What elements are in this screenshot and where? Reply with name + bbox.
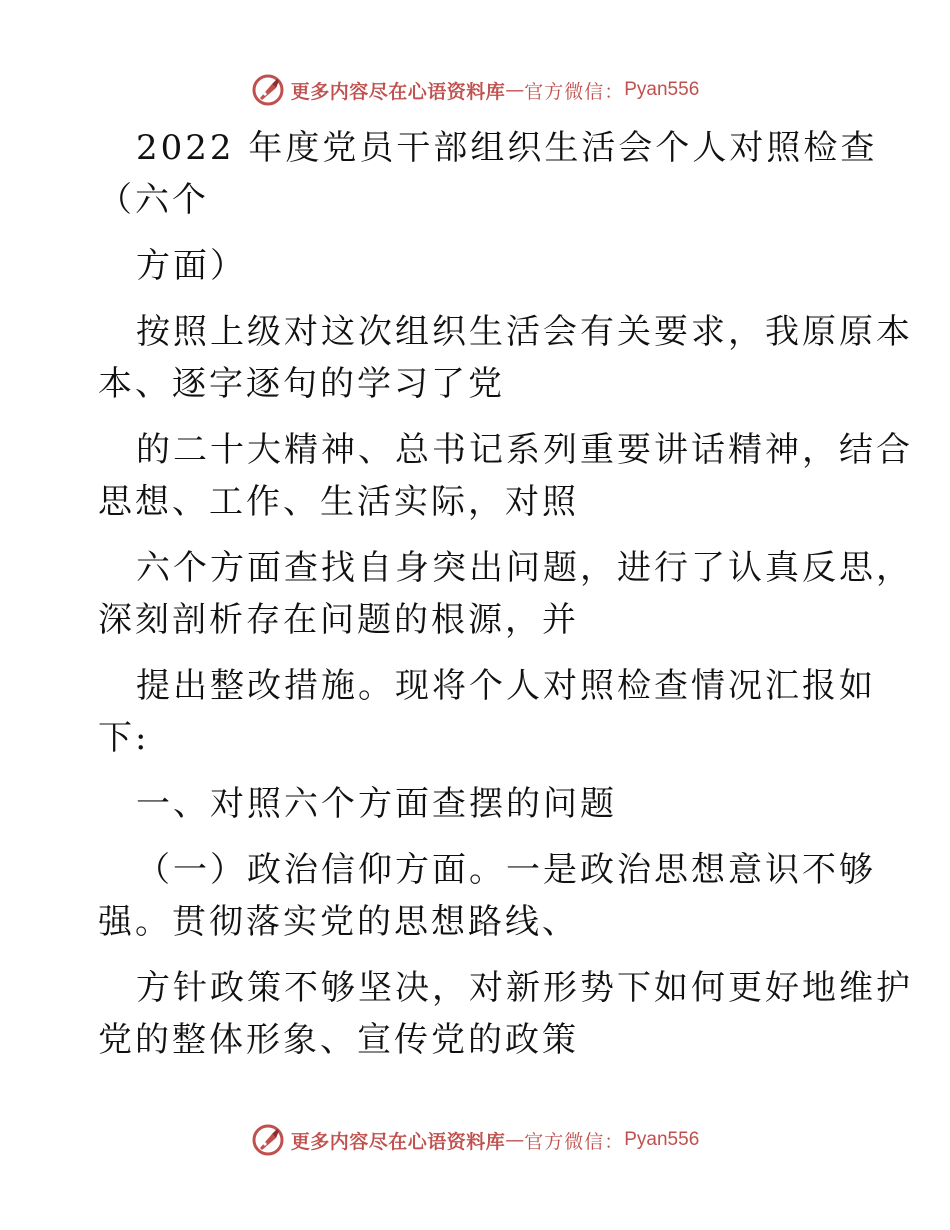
doc-line: （一）政治信仰方面。一是政治思想意识不够 (136, 850, 876, 890)
banner-wechat-label: 官方微信： (524, 80, 625, 103)
doc-line: 深刻剖析存在问题的根源，并 (98, 600, 579, 640)
banner-wechat-handle: Pyan556 (624, 79, 700, 100)
banner-lead-text: 更多内容尽在心语资料库 (290, 1130, 506, 1153)
pen-nib-logo-icon (251, 1123, 285, 1157)
doc-line: 方针政策不够坚决，对新形势下如何更好地维护 (136, 968, 913, 1008)
doc-line: 的二十大精神、总书记系列重要讲话精神，结合 (136, 430, 913, 470)
doc-line: 一、对照六个方面查摆的问题 (136, 784, 617, 824)
banner-dash: — (505, 79, 525, 101)
banner-lead-text: 更多内容尽在心语资料库 (290, 80, 506, 103)
doc-line: 思想、工作、生活实际，对照 (98, 482, 579, 522)
doc-line: 2022 年度党员干部组织生活会个人对照检查 (136, 128, 878, 168)
banner-wechat-handle: Pyan556 (624, 1129, 700, 1150)
banner-wechat-label: 官方微信： (524, 1130, 625, 1153)
doc-line: 党的整体形象、宣传党的政策 (98, 1020, 579, 1060)
doc-line: 六个方面查找自身突出问题，进行了认真反思， (136, 548, 913, 588)
header-banner (0, 70, 950, 110)
doc-line: 本、逐字逐句的学习了党 (98, 364, 505, 404)
document-body (98, 122, 913, 1066)
doc-line: 强。贯彻落实党的思想路线、 (98, 902, 579, 942)
doc-line: 方面） (136, 246, 247, 286)
doc-line: 提出整改措施。现将个人对照检查情况汇报如 (136, 666, 876, 706)
banner-dash: — (505, 1129, 525, 1151)
doc-line: 按照上级对这次组织生活会有关要求，我原原本 (136, 312, 913, 352)
doc-line: （六个 (98, 180, 209, 220)
pen-nib-logo-icon (251, 73, 285, 107)
doc-line: 下: (98, 718, 150, 758)
footer-banner (0, 1120, 950, 1160)
